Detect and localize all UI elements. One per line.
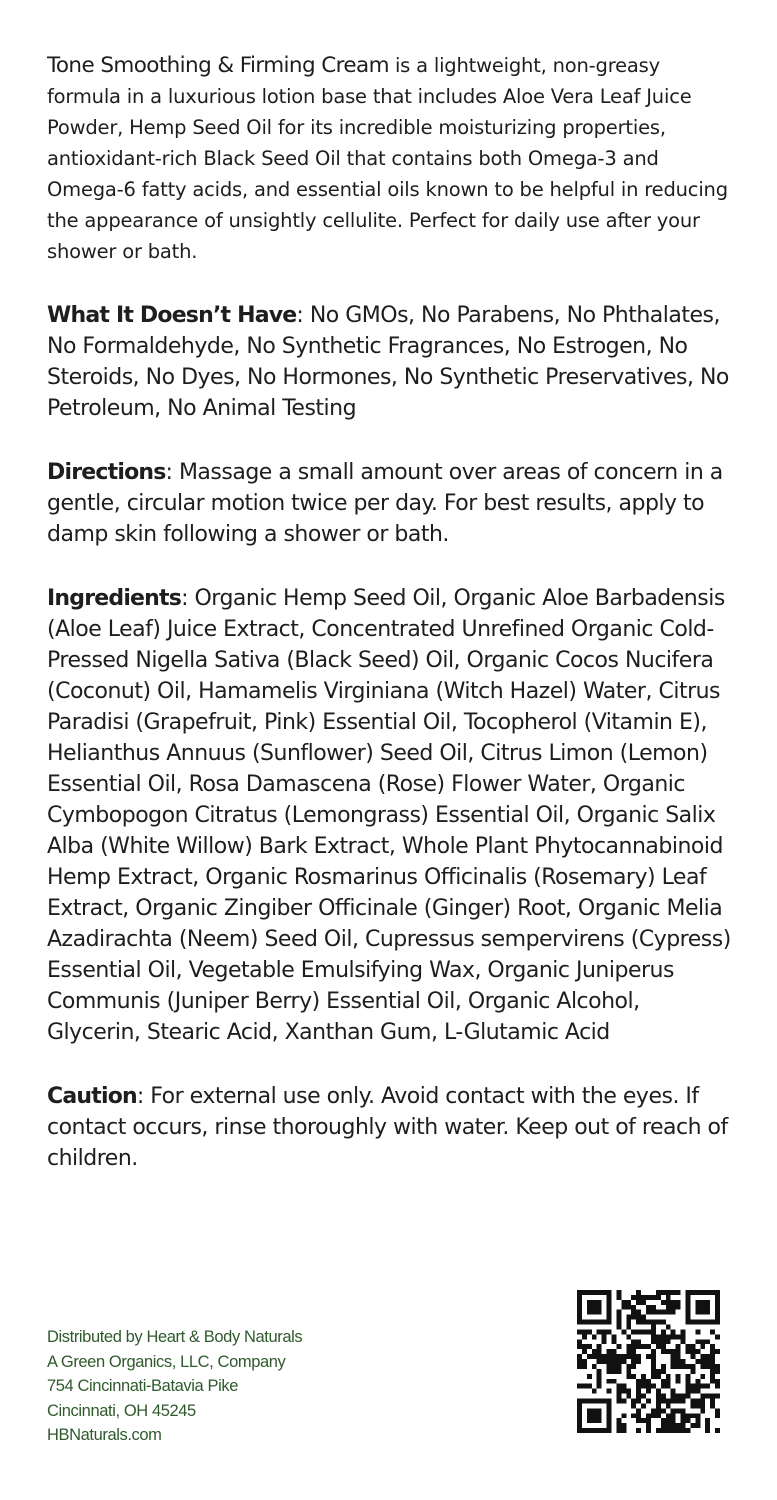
- product-description-text: is a lightweight, non-greasy formula in a luxurious lotion base that includes Aloe Vera Leaf Juice Powder, Hemp Seed Oil for its incredible moisturizing properties, antioxidant-rich Black Seed Oil that contains both Omega-3 and Omega-6 fatty acids, and essential oils known to be helpful in reducing the appearance of unsightly cellulite. Perfect for daily use after your shower or bath.: [47, 54, 728, 263]
- distributor-address: [47, 1325, 302, 1448]
- city-state-zip: Cincinnati, OH 45245: [47, 1401, 196, 1420]
- section-text: : Massage a small amount over areas of concern in a gentle, circular motion twice per day. For best results, apply to damp skin following a shower or bath.: [47, 460, 723, 547]
- product-description: [47, 50, 737, 267]
- section-caution: [47, 1081, 737, 1174]
- section-label: Caution: [47, 1084, 137, 1109]
- section-ingredients: [47, 583, 737, 1048]
- distributor-line: Distributed by Heart & Body Naturals: [47, 1328, 303, 1346]
- company-line: A Green Organics, LLC, Company: [47, 1352, 286, 1371]
- qr-code-icon: [577, 1290, 720, 1433]
- section-label: Directions: [47, 460, 166, 485]
- section-label: What It Doesn’t Have: [47, 303, 297, 328]
- section-label: Ingredients: [47, 586, 182, 611]
- section-text: : Organic Hemp Seed Oil, Organic Aloe Barbadensis (Aloe Leaf) Juice Extract, Concentrated Unrefined Organic Cold-Pressed Nigella Sativa (Black Seed) Oil, Organic Cocos Nucifera (Coconut) Oil, Hamamelis Virginiana (Witch Hazel) Water, Citrus Paradisi (Grapefruit, Pink) Essential Oil, Tocopherol (Vitamin E), Helianthus Annuus (Sunflower) Seed Oil, Citrus Limon (Lemon) Essential Oil, Rosa Damascena (Rose) Flower Water, Organic Cymbopogon Citratus (Lemongrass) Essential Oil, Organic Salix Alba (White Willow) Bark Extract, Whole Plant Phytocannabinoid Hemp Extract, Organic Rosmarinus Officinalis (Rosemary) Leaf Extract, Organic Zingiber Officinale (Ginger) Root, Organic Melia Azadirachta (Neem) Seed Oil, Cupressus sempervirens (Cypress) Essential Oil, Vegetable Emulsifying Wax, Organic Juniperus Communis (Juniper Berry) Essential Oil, Organic Alcohol, Glycerin, Stearic Acid, Xanthan Gum, L-Glutamic Acid: [47, 586, 731, 1045]
- section-directions: [47, 457, 737, 550]
- section-text: : For external use only. Avoid contact with the eyes. If contact occurs, rinse thoroughly with water. Keep out of reach of children.: [47, 1084, 728, 1171]
- product-name: Tone Smoothing & Firming Cream: [47, 53, 389, 78]
- street-address: 754 Cincinnati-Batavia Pike: [47, 1377, 238, 1396]
- label-text-content: [47, 50, 737, 1207]
- website-link: HBNaturals.com: [47, 1426, 162, 1445]
- section-what-it-doesnt-have: [47, 300, 737, 424]
- section-text: : No GMOs, No Parabens, No Phthalates, No Formaldehyde, No Synthetic Fragrances, No Estrogen, No Steroids, No Dyes, No Hormones, No Synthetic Preservatives, No Petroleum, No Animal Testing: [47, 303, 729, 421]
